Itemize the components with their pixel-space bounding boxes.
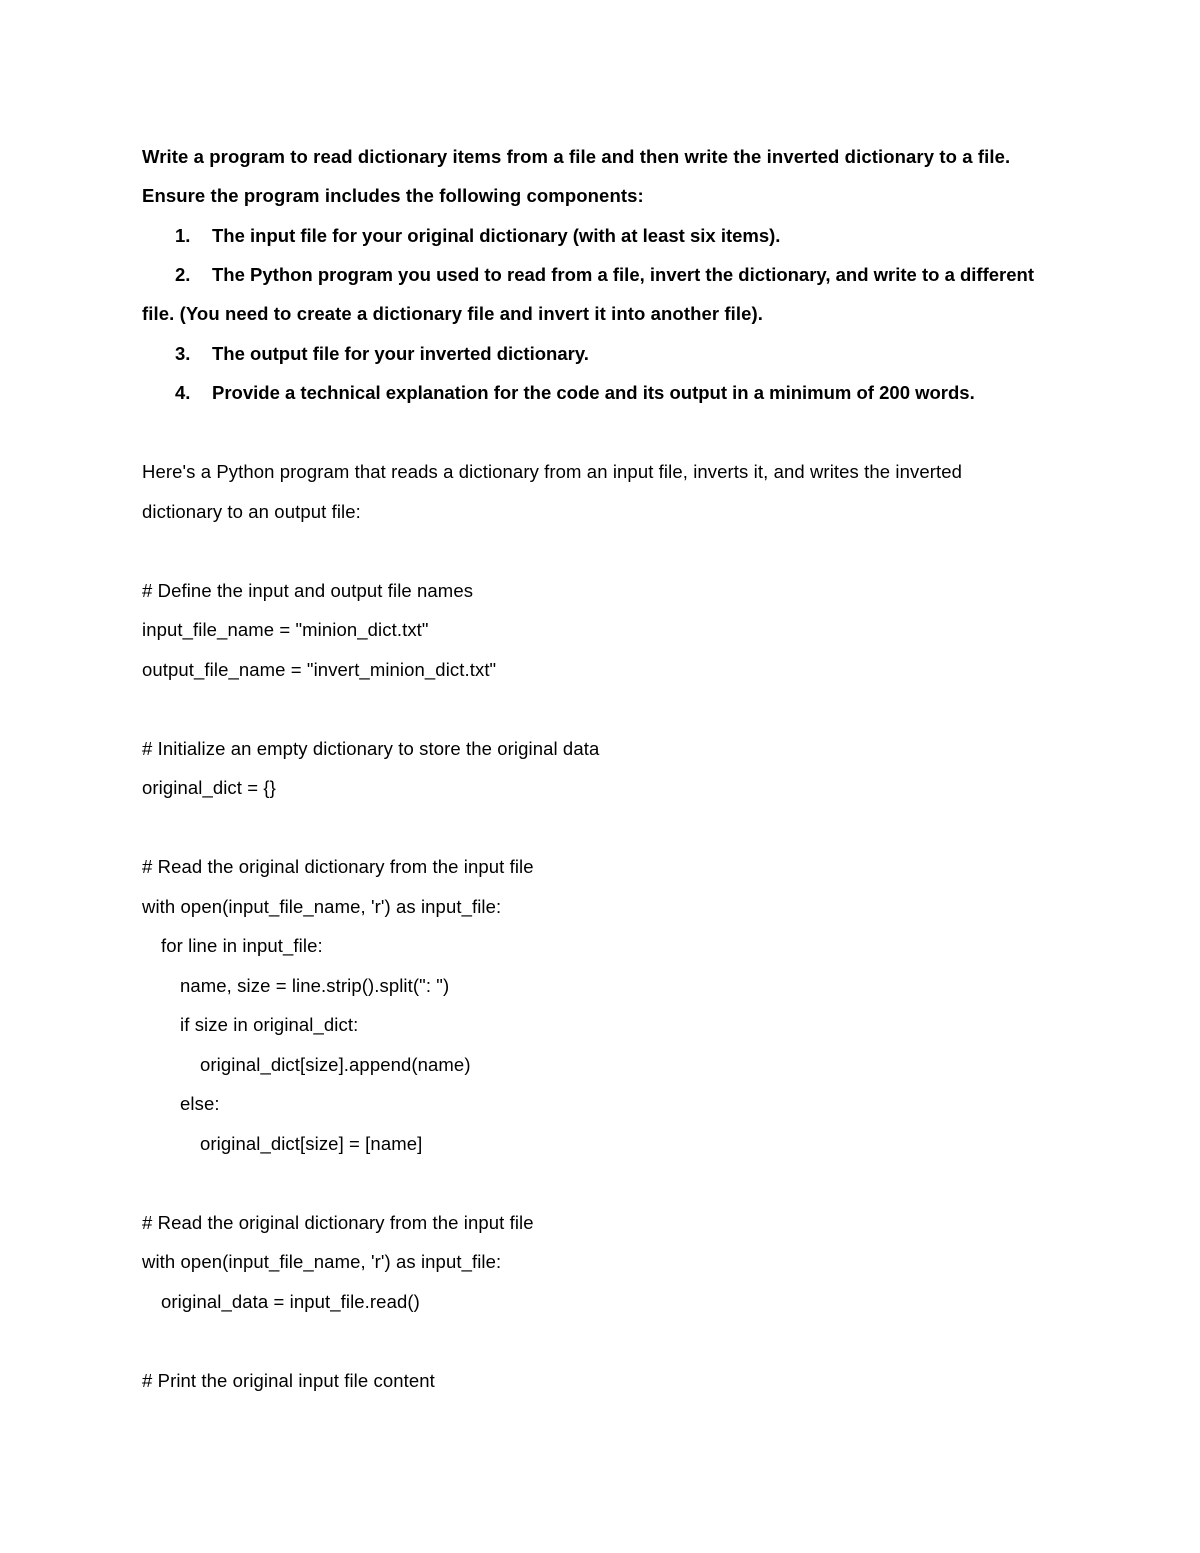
code-line: with open(input_file_name, 'r') as input_file: — [142, 1251, 502, 1272]
assignment-intro-line-2: Ensure the program includes the following components: — [142, 185, 644, 206]
answer-intro-line-1: Here's a Python program that reads a dictionary from an input file, inverts it, and writes the inverted — [142, 461, 962, 482]
answer-intro-line-2: dictionary to an output file: — [142, 501, 361, 522]
code-line: # Read the original dictionary from the input file — [142, 856, 534, 877]
code-line: # Print the original input file content — [142, 1370, 435, 1391]
list-item-number: 2. — [175, 264, 191, 285]
assignment-intro-line-1: Write a program to read dictionary items from a file and then write the inverted dictionary to a file. — [142, 146, 1011, 167]
code-line: if size in original_dict: — [180, 1014, 359, 1035]
code-line: with open(input_file_name, 'r') as input_file: — [142, 896, 502, 917]
list-item-number: 3. — [175, 343, 191, 364]
list-item-text: The input file for your original dictionary (with at least six items). — [212, 225, 781, 246]
code-line: else: — [180, 1093, 220, 1114]
list-item-text: The Python program you used to read from a file, invert the dictionary, and write to a different — [212, 264, 1034, 285]
code-line: output_file_name = "invert_minion_dict.txt" — [142, 659, 497, 680]
list-item-number: 4. — [175, 382, 191, 403]
list-item-number: 1. — [175, 225, 191, 246]
code-line: name, size = line.strip().split(": ") — [180, 975, 450, 996]
code-line: input_file_name = "minion_dict.txt" — [142, 619, 429, 640]
code-line: original_dict[size] = [name] — [200, 1133, 423, 1154]
code-line: original_dict[size].append(name) — [200, 1054, 471, 1075]
code-line: # Read the original dictionary from the input file — [142, 1212, 534, 1233]
list-item-text: The output file for your inverted dictionary. — [212, 343, 589, 364]
list-item-text: Provide a technical explanation for the code and its output in a minimum of 200 words. — [212, 382, 975, 403]
list-item-continuation: file. (You need to create a dictionary file and invert it into another file). — [142, 303, 764, 324]
code-line: original_dict = {} — [142, 777, 276, 798]
code-line: for line in input_file: — [161, 935, 323, 956]
code-line: original_data = input_file.read() — [161, 1291, 420, 1312]
code-line: # Initialize an empty dictionary to store the original data — [142, 738, 600, 759]
code-line: # Define the input and output file names — [142, 580, 474, 601]
